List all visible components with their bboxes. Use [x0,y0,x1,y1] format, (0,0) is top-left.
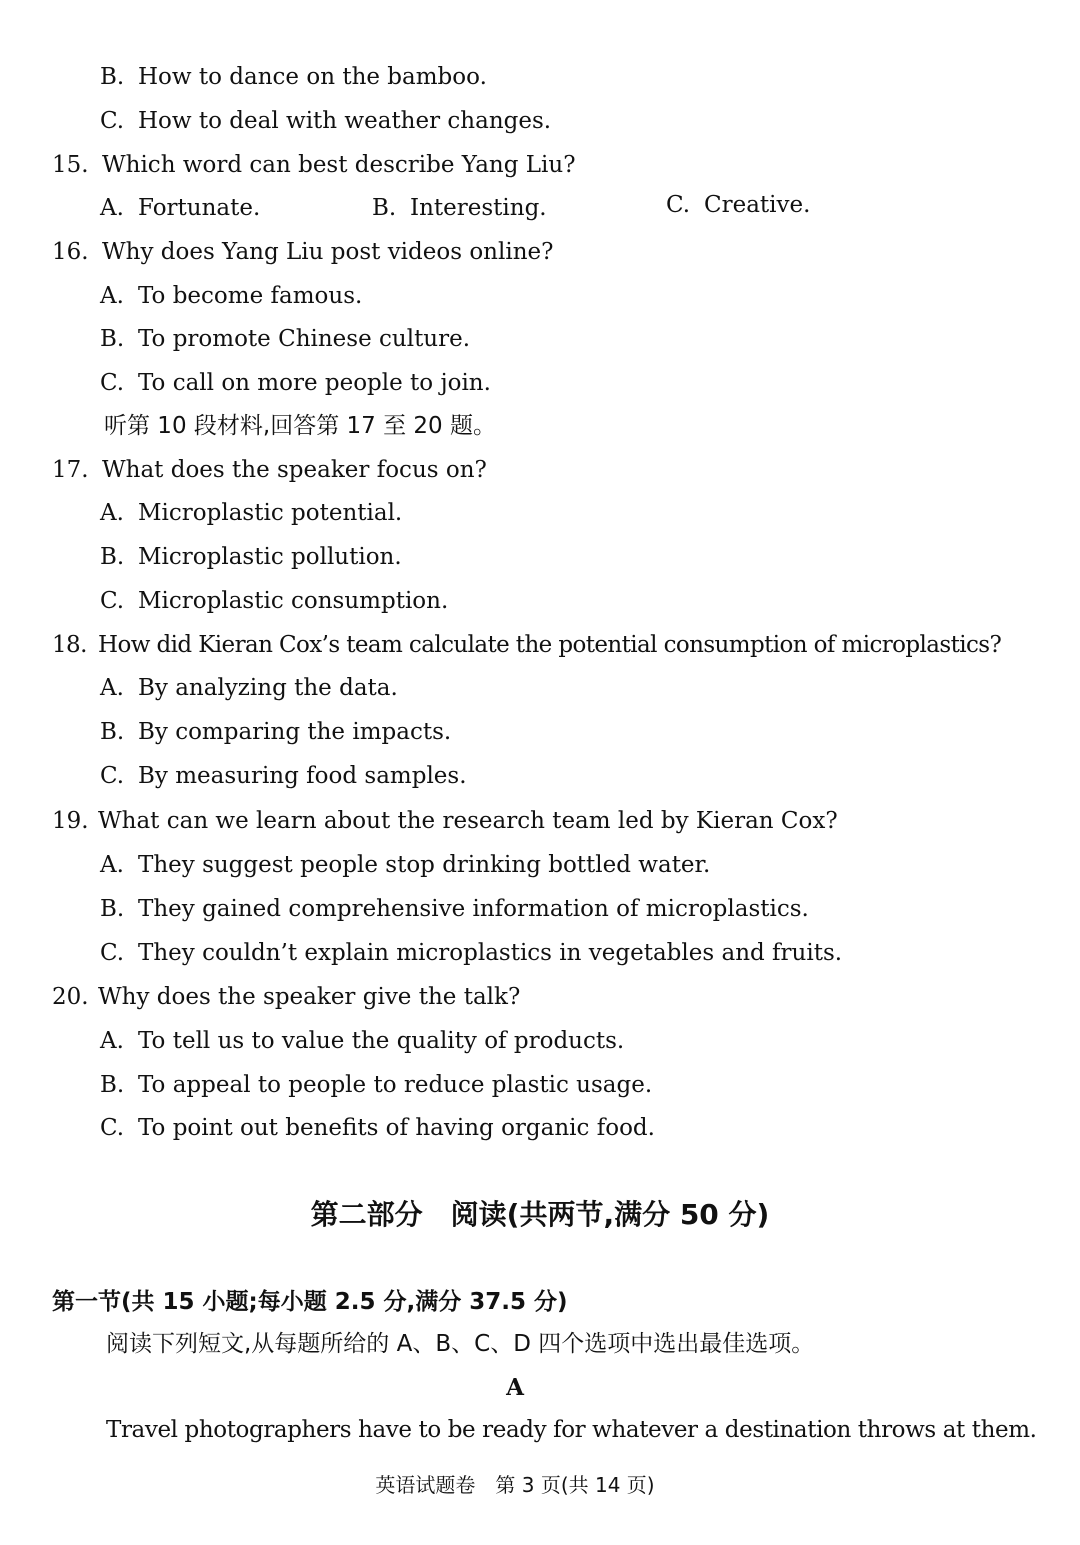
q20-question [52,982,520,1012]
question-text: How did Kieran Cox’s team calculate the potential consumption of microplastics? [98,632,1002,658]
q18-question [52,630,1001,660]
option-text: By analyzing the data. [138,675,398,701]
q17-option-c [100,586,448,616]
q18-option-b [100,717,451,747]
option-text: To call on more people to join. [138,370,491,396]
option-text: To point out benefits of having organic food. [138,1115,655,1141]
option-letter: B. [100,64,125,90]
option-text: Creative. [704,192,811,218]
option-text: How to dance on the bamboo. [138,64,487,90]
q14-option-c [100,106,551,136]
option-text: To become famous. [138,283,363,309]
option-letter: C. [100,108,125,134]
question-number: 16. [52,239,89,265]
option-text: They gained comprehensive information of microplastics. [138,896,809,922]
option-letter: B. [100,1072,125,1098]
option-text: They couldn’t explain microplastics in vegetables and fruits. [138,940,843,966]
question-number: 20. [52,984,89,1010]
q19-option-b [100,894,809,924]
question-number: 17. [52,457,89,483]
option-letter: B. [100,719,125,745]
question-text: What can we learn about the research team led by Kieran Cox? [98,808,838,834]
option-letter: B. [100,326,125,352]
question-text: Why does the speaker give the talk? [98,984,521,1010]
option-letter: C. [100,370,125,396]
section1-heading: 第一节(共 15 小题;每小题 2.5 分,满分 37.5 分) [52,1289,568,1315]
q17-option-a [100,498,402,528]
q17-question [52,455,487,485]
option-letter: A. [100,675,124,701]
option-letter: A. [100,852,124,878]
option-text: They suggest people stop drinking bottled water. [138,852,711,878]
q16-option-a [100,281,362,311]
question-text: What does the speaker focus on? [102,457,487,483]
q16-option-b [100,324,470,354]
question-text: Why does Yang Liu post videos online? [102,239,554,265]
option-letter: A. [100,283,124,309]
option-text: To appeal to people to reduce plastic usage. [138,1072,653,1098]
passage-first-line: Travel photographers have to be ready for whatever a destination throws at them. [106,1417,1037,1443]
option-text: By comparing the impacts. [138,719,452,745]
q16-option-c [100,368,491,398]
option-letter: A. [100,195,124,221]
section1-instruction: 阅读下列短文,从每题所给的 A、B、C、D 四个选项中选出最佳选项。 [106,1331,815,1357]
option-letter: C. [666,192,691,218]
q20-option-a [100,1026,624,1056]
passage-letter: A [506,1374,524,1401]
option-text: Microplastic consumption. [138,588,449,614]
option-letter: C. [100,763,125,789]
option-letter: B. [100,544,125,570]
q15-option-b [372,193,547,223]
q18-option-c [100,761,467,791]
q20-option-c [100,1113,655,1143]
option-text: Fortunate. [138,195,261,221]
option-letter: C. [100,1115,125,1141]
option-text: To tell us to value the quality of products. [138,1028,625,1054]
part2-title: 第二部分 阅读(共两节,满分 50 分) [310,1198,770,1231]
listening-instruction: 听第 10 段材料,回答第 17 至 20 题。 [104,413,496,439]
option-letter: A. [100,1028,124,1054]
q17-option-b [100,542,402,572]
option-text: By measuring food samples. [138,763,467,789]
q15-option-a [100,193,260,223]
option-letter: B. [100,896,125,922]
question-text: Which word can best describe Yang Liu? [102,152,576,178]
option-text: To promote Chinese culture. [138,326,471,352]
q19-option-a [100,850,710,880]
q16-question [52,237,553,267]
q14-option-b [100,62,487,92]
page-footer: 英语试题卷 第 3 页(共 14 页) [375,1473,655,1497]
question-number: 18. [52,632,87,658]
option-text: Microplastic pollution. [138,544,402,570]
option-letter: C. [100,588,125,614]
q20-option-b [100,1070,652,1100]
option-text: Interesting. [410,195,547,221]
option-letter: A. [100,500,124,526]
option-text: How to deal with weather changes. [138,108,552,134]
q15-question [52,150,576,180]
question-number: 19. [52,808,89,834]
q18-option-a [100,673,398,703]
q19-option-c [100,938,842,968]
option-letter: B. [372,195,397,221]
q15-option-c [666,190,810,220]
q19-question [52,806,838,836]
question-number: 15. [52,152,89,178]
option-text: Microplastic potential. [138,500,403,526]
option-letter: C. [100,940,125,966]
